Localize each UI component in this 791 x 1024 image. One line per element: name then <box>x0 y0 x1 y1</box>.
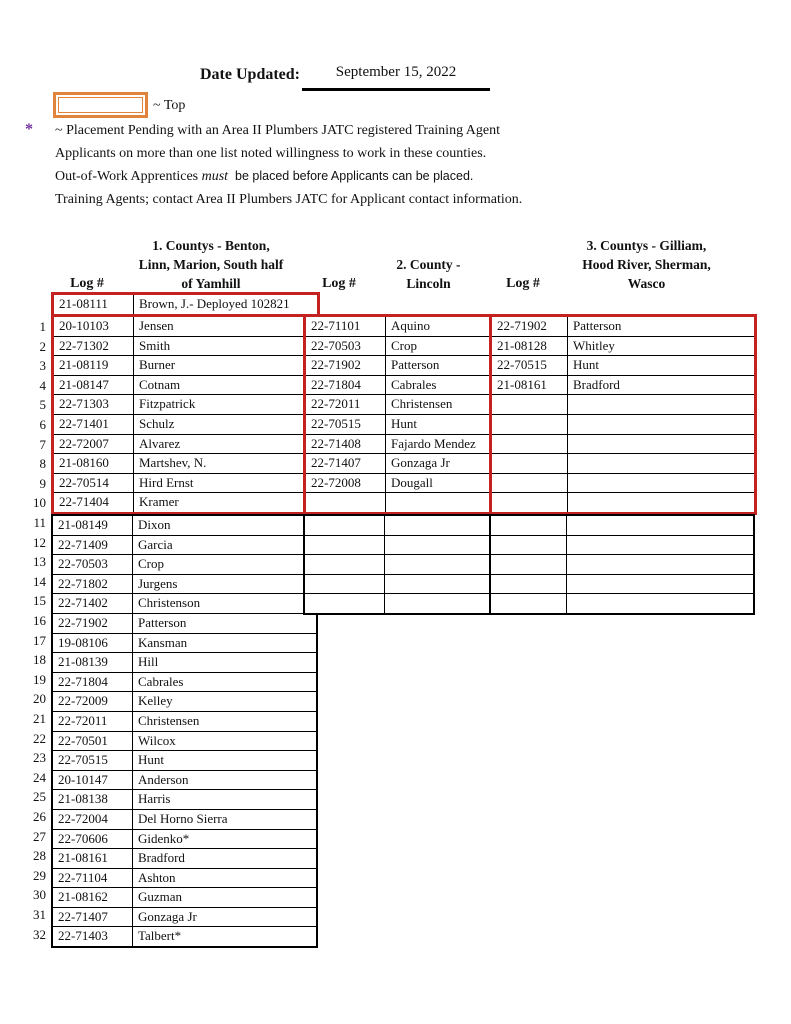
log-cell <box>491 493 568 514</box>
note-oow-prefix: Out-of-Work Apprentices <box>55 169 202 184</box>
log-cell: 22-71402 <box>52 594 133 614</box>
table-row <box>305 375 502 395</box>
log-cell: 22-72009 <box>52 692 133 712</box>
log-cell: 22-70514 <box>53 473 134 493</box>
roster-table-group3-rows1-10 <box>489 314 757 515</box>
row-number: 13 <box>33 554 46 570</box>
row-number: 25 <box>33 789 46 805</box>
row-number: 29 <box>33 867 46 883</box>
table-row <box>491 414 756 434</box>
name-cell <box>568 414 756 434</box>
row-number: 11 <box>33 515 46 530</box>
log-cell: 22-71104 <box>52 868 133 888</box>
name-cell: Gonzaga Jr <box>133 907 318 927</box>
table-row <box>53 454 319 474</box>
table-row <box>490 574 754 594</box>
group2-title-line1: 2. County - <box>396 257 461 272</box>
name-cell: Martshev, N. <box>134 454 319 474</box>
date-updated-label: Date Updated: <box>200 66 300 83</box>
table-row <box>52 790 317 810</box>
name-cell <box>567 555 755 575</box>
name-cell: Kansman <box>133 633 318 653</box>
name-cell: Brown, J.- Deployed 102821 <box>134 294 319 316</box>
name-cell: Christensen <box>386 395 502 415</box>
log-cell <box>490 574 567 594</box>
log-cell: 22-71802 <box>52 574 133 594</box>
name-cell: Patterson <box>133 613 318 633</box>
log-cell: 19-08106 <box>52 633 133 653</box>
row-number: 17 <box>33 632 46 648</box>
table-row <box>53 414 319 434</box>
name-cell: Dougall <box>386 473 502 493</box>
name-cell: Kelley <box>133 692 318 712</box>
note-training-agents: Training Agents; contact Area II Plumbers JATC for Applicant contact information. <box>55 192 523 207</box>
log-cell <box>304 594 385 614</box>
row-number: 26 <box>33 809 46 824</box>
name-cell: Jurgens <box>133 574 318 594</box>
row-number: 23 <box>33 750 46 766</box>
note-placement-pending: ~ Placement Pending with an Area II Plumbers JATC registered Training Agent <box>55 123 501 138</box>
log-number-header-3: Log # <box>506 276 540 291</box>
table-row <box>491 395 756 415</box>
group3-title-line1: 3. Countys - Gilliam, <box>586 238 707 253</box>
table-row <box>52 672 317 692</box>
name-cell <box>385 515 501 535</box>
log-cell: 21-08161 <box>52 849 133 869</box>
name-cell <box>568 395 756 415</box>
row-number: 3 <box>39 358 46 374</box>
name-cell <box>568 493 756 514</box>
name-cell <box>567 515 755 535</box>
row-number: 21 <box>33 711 46 726</box>
row-number: 31 <box>33 907 46 922</box>
row-number: 7 <box>39 436 46 452</box>
row-number: 18 <box>33 652 46 668</box>
table-row <box>52 692 317 712</box>
log-cell: 22-71408 <box>305 434 386 454</box>
name-cell: Garcia <box>133 535 318 555</box>
row-number: 2 <box>39 338 46 354</box>
name-cell: Bradford <box>568 375 756 395</box>
table-row <box>491 473 756 493</box>
table-row <box>52 515 317 535</box>
log-cell: 22-71804 <box>52 672 133 692</box>
table-row <box>305 454 502 474</box>
log-cell: 22-71303 <box>53 395 134 415</box>
table-row <box>304 555 500 575</box>
row-number: 8 <box>39 456 46 472</box>
name-cell: Hunt <box>133 751 318 771</box>
name-cell: Smith <box>134 336 319 356</box>
name-cell: Del Horno Sierra <box>133 809 318 829</box>
group2-county-title <box>375 255 482 293</box>
table-row <box>52 633 317 653</box>
name-cell: Gonzaga Jr <box>386 454 502 474</box>
table-row <box>52 809 317 829</box>
row-number: 10 <box>33 495 46 511</box>
table-row <box>491 434 756 454</box>
table-row <box>490 535 754 555</box>
name-cell: Gidenko* <box>133 829 318 849</box>
log-cell <box>491 395 568 415</box>
table-row <box>305 336 502 356</box>
roster-table-group2-rows1-10 <box>303 314 503 515</box>
row-number: 22 <box>33 730 46 746</box>
note-out-of-work <box>55 169 473 185</box>
name-cell: Cabrales <box>133 672 318 692</box>
log-cell: 21-08162 <box>52 888 133 908</box>
group1-county-title <box>123 236 299 293</box>
group3-title-line3: Wasco <box>627 276 666 291</box>
name-cell: Fajardo Mendez <box>386 434 502 454</box>
row-number: 20 <box>33 691 46 707</box>
table-row <box>53 316 319 337</box>
log-cell: 22-71804 <box>305 375 386 395</box>
table-row <box>53 493 319 514</box>
roster-table-group2-rows11-15 <box>303 514 501 615</box>
table-row <box>53 294 319 316</box>
table-row <box>52 888 317 908</box>
row-number: 12 <box>33 534 46 550</box>
log-cell: 22-72008 <box>305 473 386 493</box>
log-cell: 22-72011 <box>305 395 386 415</box>
roster-table-group1-rows1-10 <box>51 314 320 515</box>
table-row <box>305 356 502 376</box>
note-applicants: Applicants on more than one list noted willingness to work in these counties. <box>55 146 487 161</box>
log-cell: 22-70503 <box>52 555 133 575</box>
log-cell: 22-71407 <box>305 454 386 474</box>
log-cell: 22-72007 <box>53 434 134 454</box>
name-cell: Crop <box>133 555 318 575</box>
table-row <box>52 613 317 633</box>
log-cell: 22-71902 <box>52 613 133 633</box>
table-row <box>52 868 317 888</box>
table-row <box>304 574 500 594</box>
log-cell <box>490 535 567 555</box>
table-row <box>491 356 756 376</box>
name-cell <box>568 434 756 454</box>
name-cell: Burner <box>134 356 319 376</box>
row-number: 19 <box>33 671 46 687</box>
row-number: 5 <box>39 397 46 413</box>
log-cell <box>305 493 386 514</box>
table-row <box>52 770 317 790</box>
name-cell: Whitley <box>568 336 756 356</box>
table-row <box>52 594 317 614</box>
table-row <box>491 375 756 395</box>
table-row <box>52 849 317 869</box>
log-cell: 21-08149 <box>52 515 133 535</box>
name-cell <box>568 454 756 474</box>
table-row <box>53 356 319 376</box>
row-number: 16 <box>33 613 46 628</box>
table-row <box>52 751 317 771</box>
row-number: 15 <box>33 593 46 609</box>
log-cell: 21-08138 <box>52 790 133 810</box>
log-cell: 21-08139 <box>52 653 133 673</box>
roster-table-group1-rows11-32 <box>51 514 318 948</box>
name-cell: Christensen <box>133 711 318 731</box>
log-cell: 22-70515 <box>491 356 568 376</box>
roster-table-group3-rows11-15 <box>489 514 755 615</box>
name-cell: Harris <box>133 790 318 810</box>
row-number: 32 <box>33 926 46 942</box>
name-cell: Crop <box>386 336 502 356</box>
name-cell <box>385 555 501 575</box>
name-cell <box>385 594 501 614</box>
row-number: 30 <box>33 887 46 903</box>
log-cell: 20-10147 <box>52 770 133 790</box>
name-cell <box>385 574 501 594</box>
log-cell: 21-08160 <box>53 454 134 474</box>
top-legend-box-inner <box>58 97 143 113</box>
group3-county-title <box>557 236 736 293</box>
log-cell: 22-71902 <box>305 356 386 376</box>
table-row <box>490 555 754 575</box>
table-row <box>491 336 756 356</box>
table-row <box>490 594 754 614</box>
table-row <box>491 316 756 337</box>
group1-title-line3: of Yamhill <box>181 276 241 291</box>
name-cell: Wilcox <box>133 731 318 751</box>
name-cell: Hunt <box>568 356 756 376</box>
name-cell: Ashton <box>133 868 318 888</box>
name-cell: Anderson <box>133 770 318 790</box>
name-cell: Schulz <box>134 414 319 434</box>
log-cell <box>304 515 385 535</box>
table-row <box>305 414 502 434</box>
name-cell: Patterson <box>568 316 756 337</box>
row-number: 24 <box>33 769 46 785</box>
log-cell <box>491 414 568 434</box>
log-cell: 22-71403 <box>52 927 133 947</box>
log-cell: 22-70501 <box>52 731 133 751</box>
name-cell <box>386 493 502 514</box>
row-number: 28 <box>33 848 46 864</box>
name-cell: Bradford <box>133 849 318 869</box>
table-row <box>52 907 317 927</box>
log-cell <box>491 434 568 454</box>
log-cell: 22-71902 <box>491 316 568 337</box>
name-cell: Cabrales <box>386 375 502 395</box>
table-row <box>305 493 502 514</box>
name-cell: Cotnam <box>134 375 319 395</box>
name-cell <box>567 594 755 614</box>
log-cell: 21-08119 <box>53 356 134 376</box>
table-row <box>53 375 319 395</box>
table-row <box>305 316 502 337</box>
log-cell: 22-70606 <box>52 829 133 849</box>
name-cell: Guzman <box>133 888 318 908</box>
table-row <box>305 395 502 415</box>
log-cell: 22-71302 <box>53 336 134 356</box>
name-cell: Dixon <box>133 515 318 535</box>
log-cell: 22-70515 <box>305 414 386 434</box>
log-cell <box>490 594 567 614</box>
table-row <box>305 473 502 493</box>
table-row <box>53 336 319 356</box>
table-row <box>52 711 317 731</box>
name-cell <box>568 473 756 493</box>
top-label: ~ Top <box>153 98 186 113</box>
table-row <box>52 829 317 849</box>
log-cell <box>490 515 567 535</box>
log-cell <box>304 574 385 594</box>
table-row <box>490 515 754 535</box>
table-row <box>52 927 317 947</box>
group1-title-line1: 1. Countys - Benton, <box>152 238 270 253</box>
table-row <box>491 454 756 474</box>
log-cell: 22-71409 <box>52 535 133 555</box>
table-row <box>304 535 500 555</box>
name-cell: Aquino <box>386 316 502 337</box>
table-row <box>52 555 317 575</box>
log-cell: 22-71404 <box>53 493 134 514</box>
log-cell: 21-08161 <box>491 375 568 395</box>
log-cell: 22-70515 <box>52 751 133 771</box>
table-row <box>304 594 500 614</box>
name-cell: Christenson <box>133 594 318 614</box>
name-cell: Hird Ernst <box>134 473 319 493</box>
row-number: 9 <box>39 475 46 491</box>
note-oow-must: must <box>201 169 229 184</box>
log-cell: 22-72004 <box>52 809 133 829</box>
group1-title-line2: Linn, Marion, South half <box>138 257 284 272</box>
name-cell <box>567 574 755 594</box>
name-cell: Fitzpatrick <box>134 395 319 415</box>
name-cell: Patterson <box>386 356 502 376</box>
name-cell: Alvarez <box>134 434 319 454</box>
log-cell <box>304 555 385 575</box>
log-cell: 22-70503 <box>305 336 386 356</box>
roster-table-group1-deployed <box>51 292 320 317</box>
name-cell <box>567 535 755 555</box>
name-cell <box>385 535 501 555</box>
log-cell <box>304 535 385 555</box>
row-number: 14 <box>33 573 46 589</box>
table-row <box>491 493 756 514</box>
log-cell: 21-08128 <box>491 336 568 356</box>
log-cell: 21-08111 <box>53 294 134 316</box>
log-cell: 22-71101 <box>305 316 386 337</box>
group3-title-line2: Hood River, Sherman, <box>582 257 711 272</box>
table-row <box>52 574 317 594</box>
table-row <box>305 434 502 454</box>
group2-title-line2: Lincoln <box>406 276 451 291</box>
log-cell <box>491 473 568 493</box>
row-number: 1 <box>39 319 46 334</box>
table-row <box>52 535 317 555</box>
row-number: 4 <box>39 377 46 393</box>
log-cell: 20-10103 <box>53 316 134 337</box>
table-row <box>53 473 319 493</box>
log-cell <box>491 454 568 474</box>
log-cell: 22-71407 <box>52 907 133 927</box>
legend-asterisk: * <box>25 121 33 138</box>
table-row <box>52 653 317 673</box>
table-row <box>53 395 319 415</box>
log-cell <box>490 555 567 575</box>
log-cell: 22-71401 <box>53 414 134 434</box>
name-cell: Talbert* <box>133 927 318 947</box>
log-number-header-1: Log # <box>70 276 104 291</box>
note-oow-suffix: be placed before Applicants can be placed. <box>228 169 474 183</box>
log-cell: 21-08147 <box>53 375 134 395</box>
date-updated-value: September 15, 2022 <box>302 64 490 91</box>
name-cell: Hunt <box>386 414 502 434</box>
row-number: 6 <box>39 417 46 432</box>
name-cell: Hill <box>133 653 318 673</box>
table-row <box>52 731 317 751</box>
table-row <box>53 434 319 454</box>
row-number: 27 <box>33 828 46 844</box>
table-row <box>304 515 500 535</box>
top-legend-box <box>53 92 148 118</box>
log-cell: 22-72011 <box>52 711 133 731</box>
name-cell: Jensen <box>134 316 319 337</box>
name-cell: Kramer <box>134 493 319 514</box>
log-number-header-2: Log # <box>322 276 356 291</box>
